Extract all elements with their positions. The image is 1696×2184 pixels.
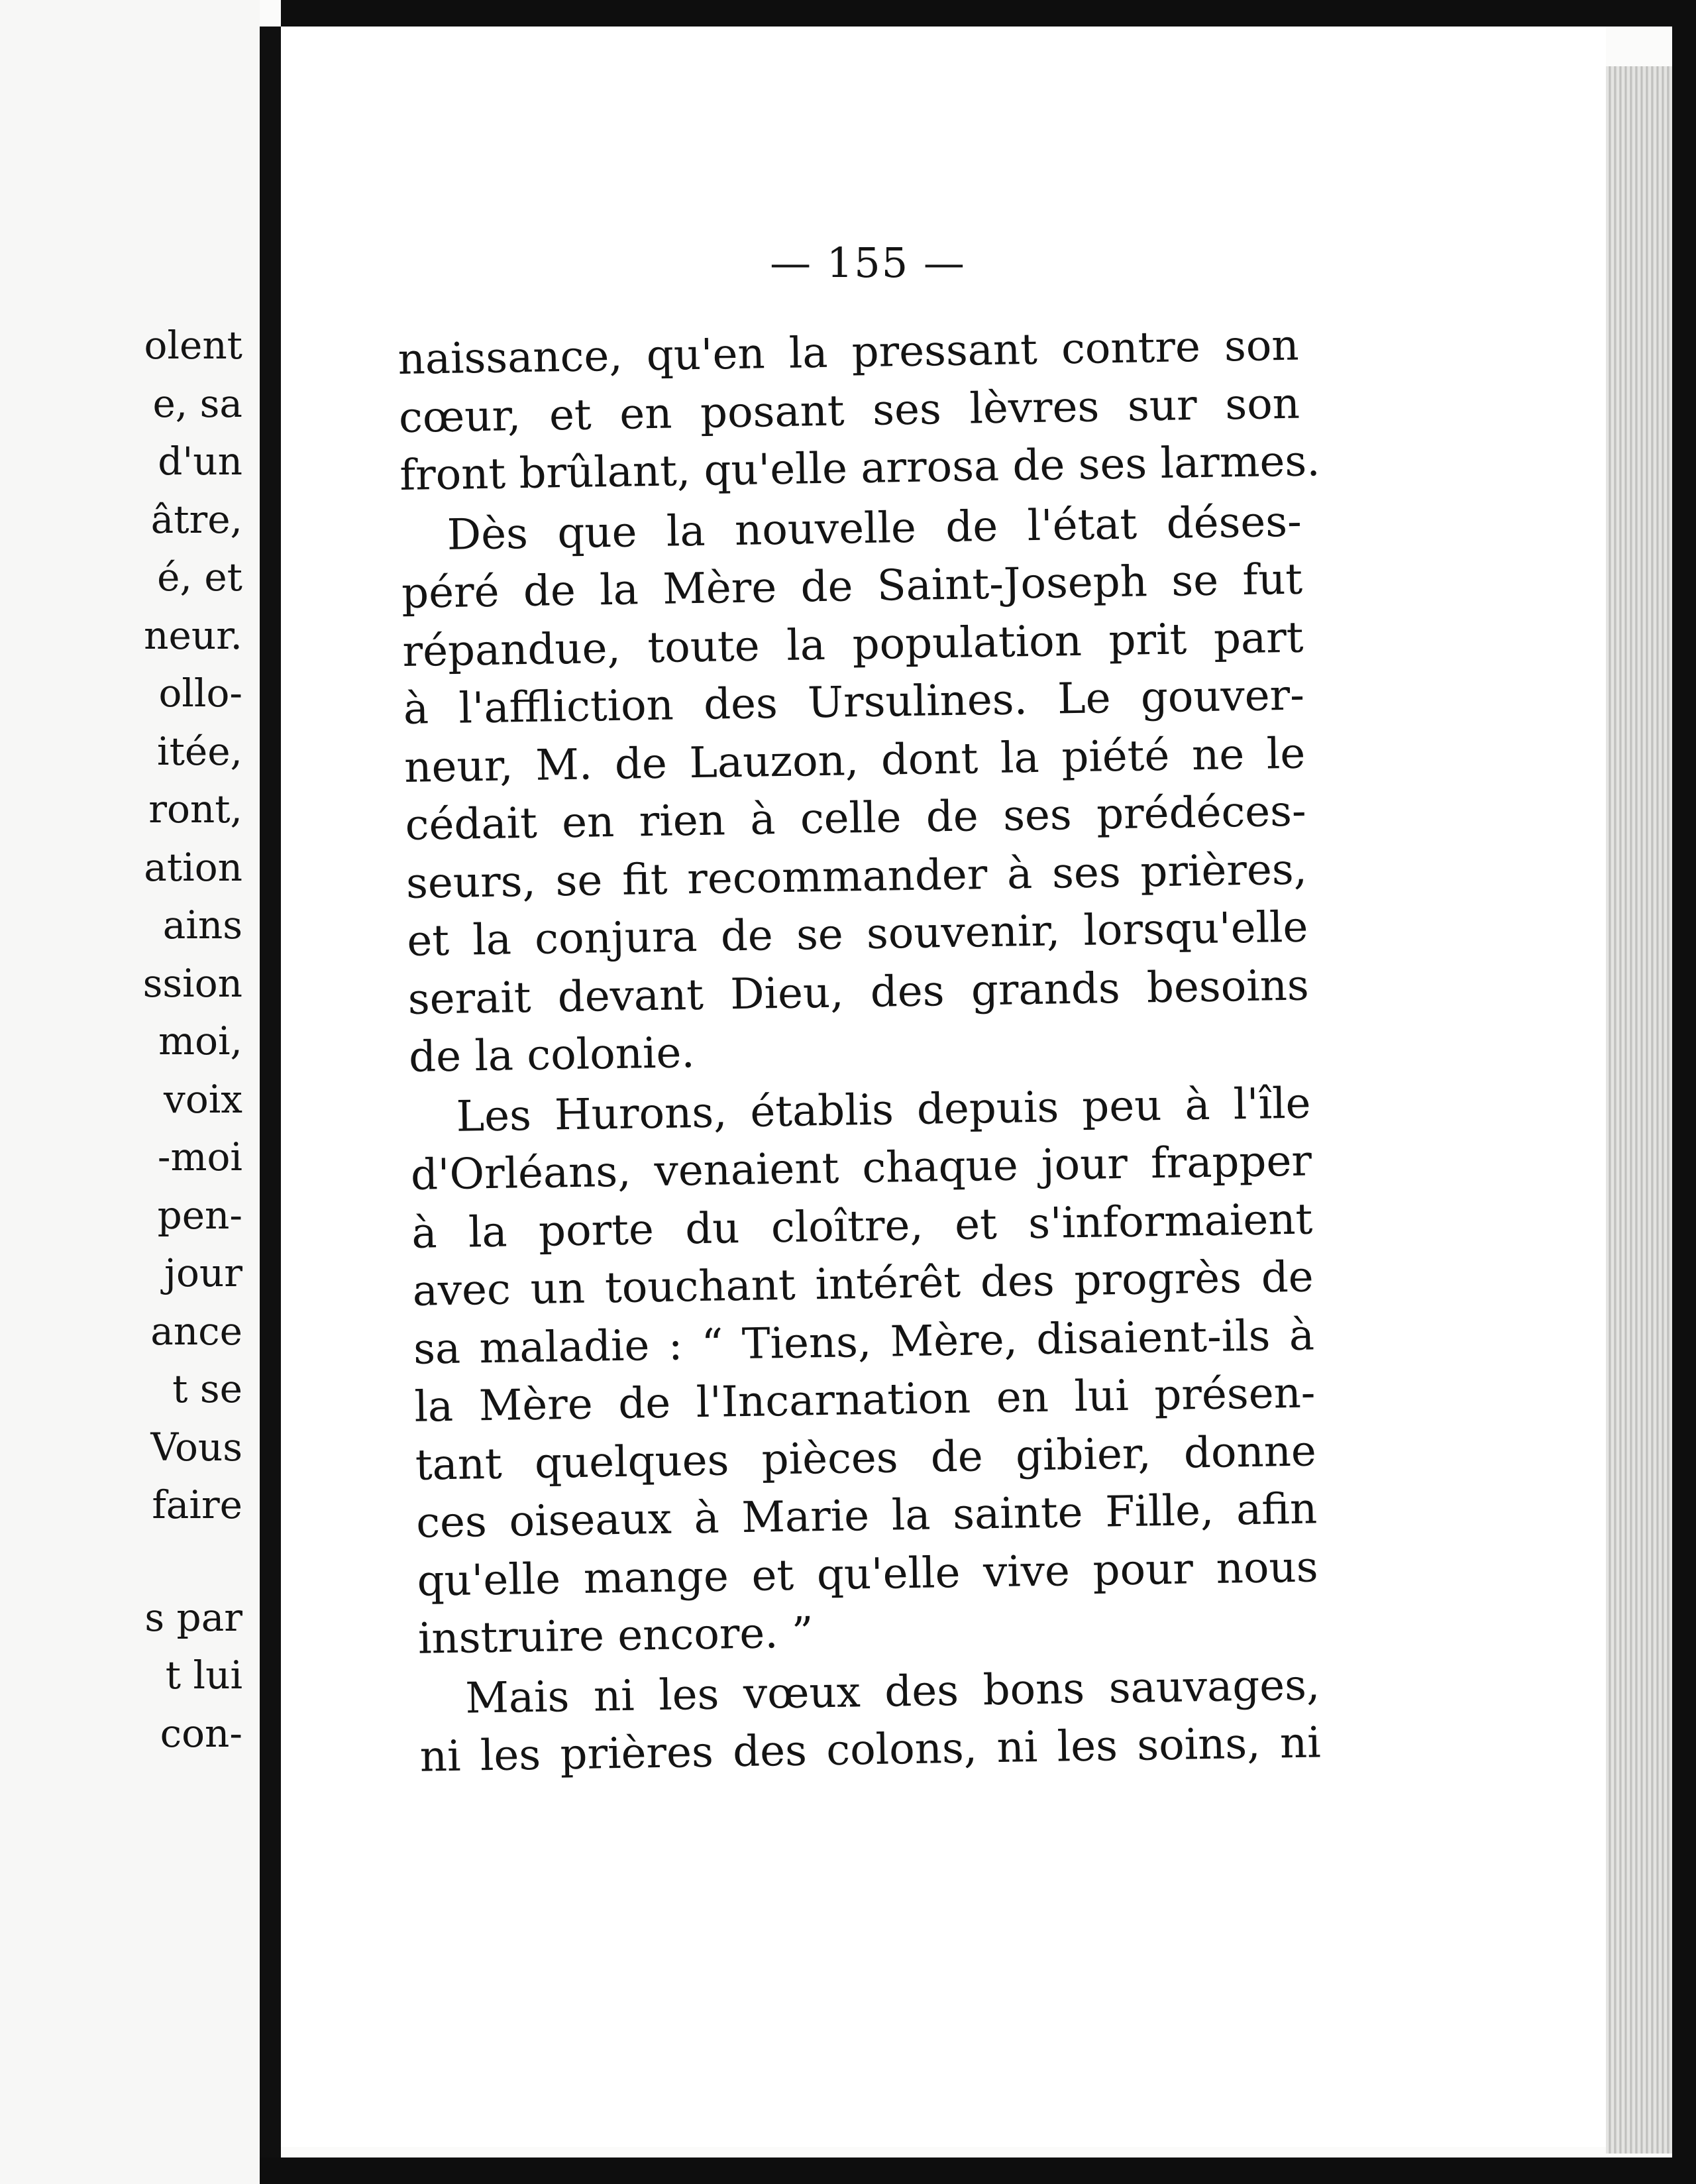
facing-line: t lui — [165, 1653, 242, 1698]
text-line: serait devant Dieu, des grands besoins — [407, 961, 1310, 1024]
text-line: naissance, qu'en la pressant contre son — [398, 321, 1300, 384]
facing-line: voix — [164, 1076, 242, 1122]
text-line: sa maladie : “ Tiens, Mère, disaient-ils à — [413, 1310, 1315, 1374]
text-line: ni les prières des colons, ni les soins, ni — [419, 1718, 1322, 1782]
facing-line: Vous — [150, 1424, 242, 1470]
text-line: à l'affliction des Ursulines. Le gouver- — [403, 671, 1305, 734]
text-line: d'Orléans, venaient chaque jour frapper — [410, 1136, 1312, 1200]
text-line: répandue, toute la population prit part — [402, 613, 1304, 677]
text-line: Mais ni les vœux des bons sauvages, — [464, 1660, 1320, 1723]
text-line: péré de la Mère de Saint-Joseph se fut — [401, 555, 1303, 618]
text-line: la Mère de l'Incarnation en lui présen- — [413, 1368, 1316, 1432]
facing-line: s par — [144, 1594, 242, 1640]
page-number: — 155 — — [770, 239, 966, 287]
text-line: Dès que la nouvelle de l'état déses- — [447, 497, 1302, 560]
facing-line: ation — [144, 844, 242, 890]
facing-line: ains — [162, 902, 242, 948]
text-line: ces oiseaux à Marie la sainte Fille, afin — [415, 1484, 1318, 1548]
paragraph-3 — [409, 1075, 1320, 1668]
text-line: qu'elle mange et qu'elle vive pour nous — [417, 1542, 1319, 1606]
facing-line: con- — [160, 1710, 242, 1756]
facing-line: e, sa — [152, 380, 242, 426]
facing-line: -moi — [157, 1134, 242, 1179]
facing-line: ollo- — [158, 671, 242, 716]
facing-line: âtre, — [150, 496, 242, 542]
facing-page-text — [44, 317, 242, 1763]
facing-line: pen- — [157, 1192, 242, 1238]
facing-line: olent — [144, 323, 242, 368]
text-line: seurs, se fit recommander à ses prières, — [405, 845, 1308, 908]
text-line: tant quelques pièces de gibier, donne — [415, 1426, 1317, 1490]
book-fore-edge — [1606, 66, 1672, 2154]
facing-page-fragment — [0, 0, 260, 2184]
text-line: Les Hurons, établis depuis peu à l'île — [456, 1078, 1312, 1142]
facing-line: ront, — [148, 787, 242, 832]
scan-right-border — [1672, 0, 1696, 2184]
text-line: de la colonie. — [408, 1028, 696, 1082]
text-line: front brûlant, qu'elle arrosa de ses larmes. — [399, 437, 1321, 500]
text-line: cœur, et en posant ses lèvres sur son — [398, 379, 1300, 443]
text-line: instruire encore. ” — [417, 1608, 814, 1664]
text-line: à la porte du cloître, et s'informaient — [411, 1194, 1313, 1258]
scan-top-border — [281, 0, 1696, 27]
facing-line: jour — [164, 1250, 242, 1295]
paragraph-4 — [419, 1657, 1322, 1786]
facing-line: itée, — [157, 728, 242, 774]
scan-bottom-border — [260, 2157, 1696, 2184]
facing-line: faire — [152, 1482, 242, 1527]
facing-line: moi, — [158, 1018, 242, 1064]
facing-line: é, et — [157, 555, 242, 600]
facing-line: neur. — [144, 612, 242, 658]
facing-line: d'un — [158, 439, 242, 484]
text-line: cédait en rien à celle de ses prédéces- — [405, 787, 1307, 850]
facing-line: ance — [150, 1308, 242, 1354]
paragraph-1 — [398, 317, 1321, 506]
text-line: avec un touchant intérêt des progrès de — [412, 1252, 1314, 1316]
text-line: et la conjura de se souvenir, lorsqu'elle — [406, 902, 1308, 966]
paragraph-2 — [400, 493, 1310, 1087]
text-line: neur, M. de Lauzon, dont la piété ne le — [403, 729, 1306, 792]
facing-line: t se — [172, 1366, 242, 1411]
body-text — [398, 317, 1321, 1787]
book-gutter — [260, 27, 281, 2171]
facing-line: ssion — [142, 960, 242, 1006]
